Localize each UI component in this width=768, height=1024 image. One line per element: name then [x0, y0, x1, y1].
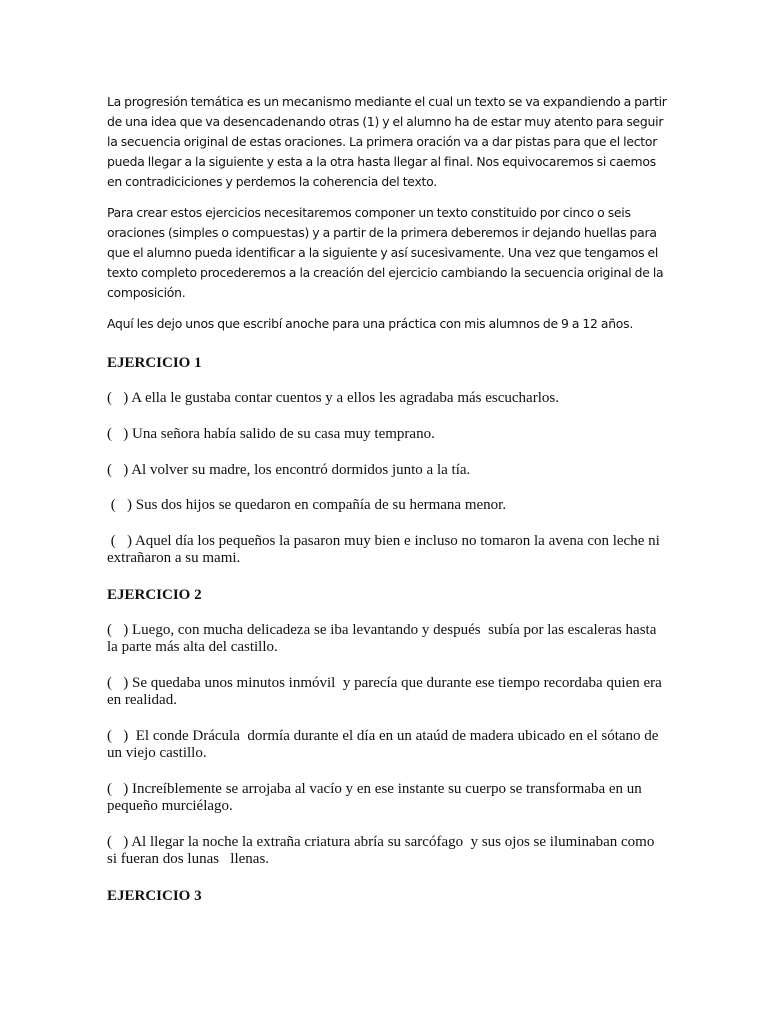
item-text: A ella le gustaba contar cuentos y a ellos les agradaba más escucharlos. [131, 390, 559, 406]
answer-blank: ( ) [107, 533, 132, 549]
exercise-item [107, 390, 667, 407]
intro-paragraph: Aquí les dejo unos que escribí anoche para una práctica con mis alumnos de 9 a 12 años. [107, 316, 634, 331]
exercise-item [107, 728, 667, 762]
exercise-item [107, 533, 667, 567]
item-text: Aquel día los pequeños la pasaron muy bien e incluso no tomaron la avena con leche ni extrañaron a su mami. [107, 533, 668, 566]
item-text: Una señora había salido de su casa muy temprano. [132, 426, 435, 442]
intro-paragraph: La progresión temática es un mecanismo mediante el cual un texto se va expandiendo a partir de una idea que va desencadenando otras (1) y el alumno ha de estar muy atento para seguir la secuencia original de estas oraciones. La primera oración va a dar pistas para que el lector pueda llegar a la siguiente y esta a la otra hasta llegar al final. Nos equivocaremos si caemos en contradiciciones y perdemos la coherencia del texto. [107, 94, 667, 189]
answer-blank: ( ) [107, 497, 132, 513]
document-page [107, 92, 667, 905]
answer-blank: ( ) [107, 462, 129, 478]
exercise-item [107, 622, 667, 656]
answer-blank: ( ) [107, 728, 129, 744]
exercise-item [107, 675, 667, 709]
item-text: Increíblemente se arrojaba al vacío y en ese instante su cuerpo se transformaba en un pequeño murciélago. [107, 781, 646, 814]
item-text: Se quedaba unos minutos inmóvil y parecía que durante ese tiempo recordaba quien era en realidad. [107, 675, 666, 708]
exercise-1 [107, 354, 667, 567]
exercise-2 [107, 586, 667, 868]
item-text: Luego, con mucha delicadeza se iba levantando y después subía por las escaleras hasta la parte más alta del castillo. [107, 622, 661, 655]
answer-blank: ( ) [107, 781, 129, 797]
item-text: El conde Drácula dormía durante el día en un ataúd de madera ubicado en el sótano de un viejo castillo. [107, 728, 663, 761]
intro-paragraph: Para crear estos ejercicios necesitaremos componer un texto constituido por cinco o seis oraciones (simples o compuestas) y a partir de la primera deberemos ir dejando huellas para que el alumno pueda identificar a la siguiente y así sucesivamente. Una vez que tengamos el texto completo procederemos a la creación del ejercicio cambiando la secuencia original de la composición. [107, 205, 664, 300]
answer-blank: ( ) [107, 622, 129, 638]
item-text: Al volver su madre, los encontró dormidos junto a la tía. [131, 462, 471, 478]
exercise-heading: EJERCICIO 2 [107, 587, 202, 603]
item-text: Al llegar la noche la extraña criatura abría su sarcófago y sus ojos se iluminaban como si fueran dos lunas llenas. [107, 834, 659, 867]
answer-blank: ( ) [107, 834, 129, 850]
answer-blank: ( ) [107, 675, 129, 691]
exercise-item [107, 834, 667, 868]
intro-section [107, 92, 667, 334]
exercise-heading: EJERCICIO 1 [107, 355, 202, 371]
answer-blank: ( ) [107, 390, 129, 406]
exercise-item [107, 426, 667, 443]
exercise-item [107, 497, 667, 514]
exercise-item [107, 781, 667, 815]
item-text: Sus dos hijos se quedaron en compañía de su hermana menor. [135, 497, 507, 513]
exercise-3 [107, 887, 667, 905]
answer-blank: ( ) [107, 426, 129, 442]
exercise-heading: EJERCICIO 3 [107, 888, 202, 904]
exercise-item [107, 462, 667, 479]
